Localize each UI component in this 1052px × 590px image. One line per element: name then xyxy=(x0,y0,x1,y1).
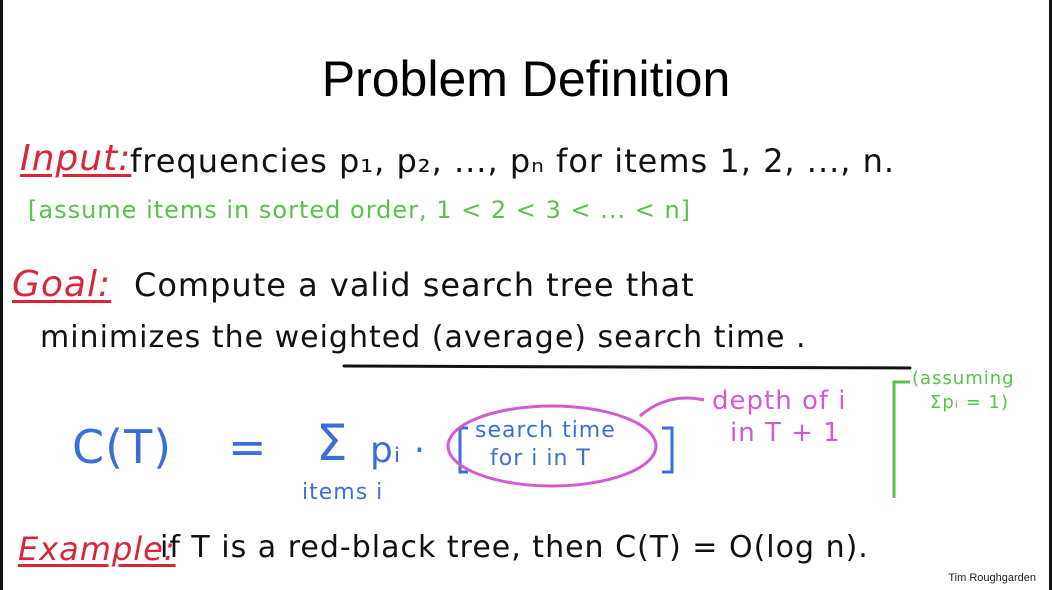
search-time-oval xyxy=(448,406,656,486)
goal-underline xyxy=(344,366,910,368)
formula-term: pᵢ · xyxy=(370,430,427,471)
attribution: Tim Roughgarden xyxy=(948,572,1036,584)
goal-line1: Compute a valid search tree that xyxy=(134,266,695,304)
formula-inner-line2: for i in T xyxy=(490,446,591,471)
depth-line2: in T + 1 xyxy=(730,418,841,448)
example-label: Example: xyxy=(18,530,176,568)
goal-label: Goal: xyxy=(12,264,112,305)
input-label: Input: xyxy=(20,138,132,179)
input-note: [assume items in sorted order, 1 < 2 < 3 < ... < n] xyxy=(28,196,692,224)
example-text: if T is a red-black tree, then C(T) = O(log n). xyxy=(160,530,869,565)
slide-title: Problem Definition xyxy=(321,51,731,107)
assumption-bracket xyxy=(894,382,910,498)
formula-subscript: items i xyxy=(302,480,384,505)
formula-inner-line1: search time xyxy=(475,418,616,443)
assumption-line2: Σpᵢ = 1) xyxy=(930,392,1010,413)
assumption-line1: (assuming xyxy=(912,368,1015,389)
depth-line1: depth of i xyxy=(712,386,847,416)
input-text: frequencies p₁, p₂, ..., pₙ for items 1, 2, ..., n. xyxy=(130,142,896,180)
formula-lhs: C(T) xyxy=(72,420,173,474)
magenta-connector xyxy=(640,398,704,416)
right-bracket xyxy=(662,428,672,472)
goal-line2: minimizes the weighted (average) search time . xyxy=(40,320,807,355)
formula-equals: = xyxy=(228,420,268,474)
formula-sigma: Σ xyxy=(316,414,349,472)
